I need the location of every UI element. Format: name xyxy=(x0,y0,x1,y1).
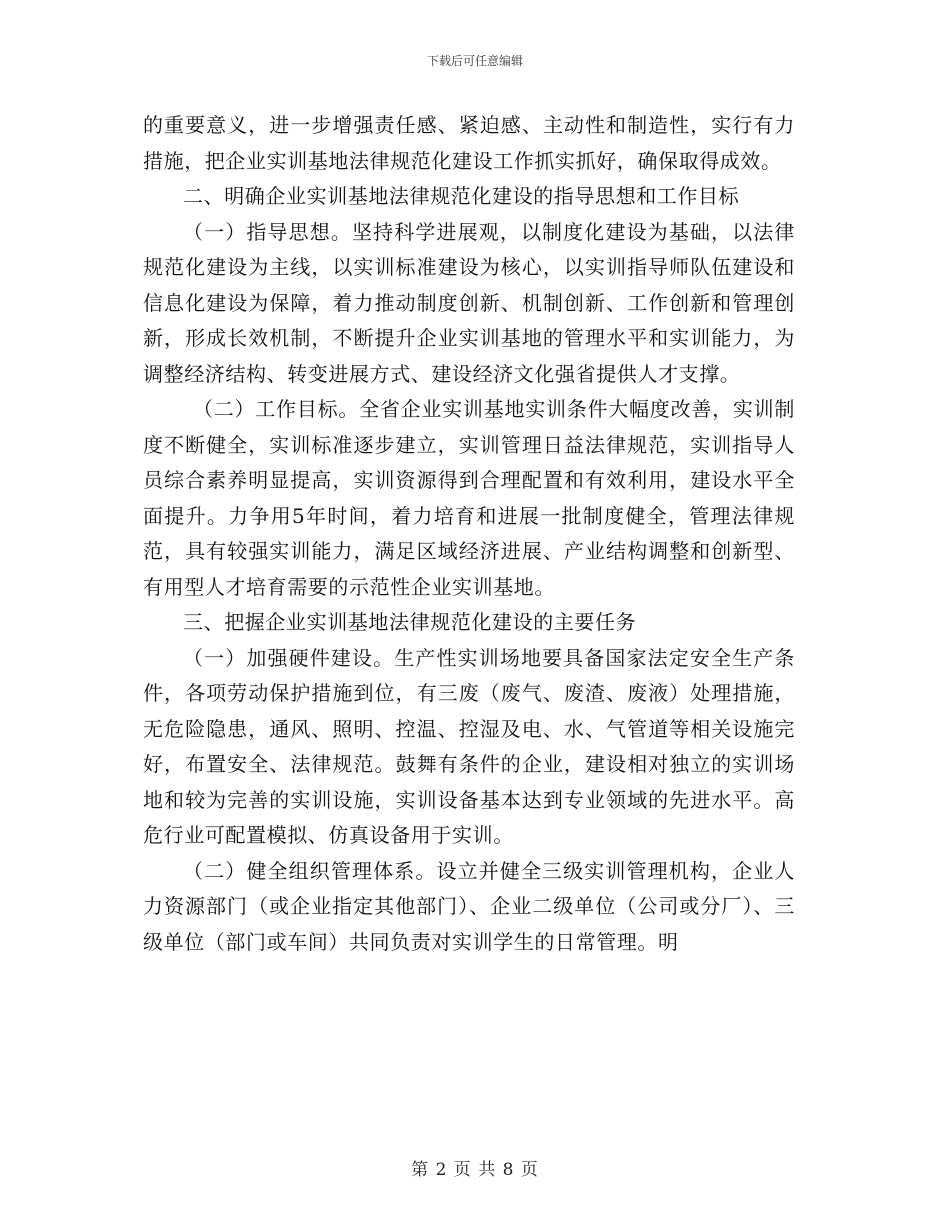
paragraph-hardware: （一）加强硬件建设。生产性实训场地要具备国家法定安全生产条件，各项劳动保护措施到位，有三废（废气、废渣、废液）处理措施，无危险隐患，通风、照明、控温、控湿及电、水、气管道等相关设施完好，布置安全、法律规范。鼓舞有条件的企业，建设相对独立的实训场地和较为完善的实训设施，实训设备基本达到专业领域的先进水平。高危行业可配置模拟、仿真设备用于实训。 xyxy=(143,645,795,847)
paragraph-work-goals: （二）工作目标。全省企业实训基地实训条件大幅度改善，实训制度不断健全，实训标准逐步建立，实训管理日益法律规范，实训指导人员综合素养明显提高，实训资源得到合理配置和有效利用，建设水平全面提升。力争用5年时间，着力培育和进展一批制度健全，管理法律规范，具有较强实训能力，满足区域经济进展、产业结构调整和创新型、有用型人才培育需要的示范性企业实训基地。 xyxy=(143,397,795,599)
section-heading-3: 三、把握企业实训基地法律规范化建设的主要任务 xyxy=(183,610,637,634)
section-heading-2: 二、明确企业实训基地法律规范化建设的指导思想和工作目标 xyxy=(183,184,740,208)
paragraph-continuation: 的重要意义，进一步增强责任感、紧迫感、主动性和制造性，实行有力措施，把企业实训基地法律规范化建设工作抓实抓好，确保取得成效。 xyxy=(143,113,795,173)
paragraph-organization: （二）健全组织管理体系。设立并健全三级实训管理机构，企业人力资源部门（或企业指定其他部门）、企业二级单位（公司或分厂）、三级单位（部门或车间）共同负责对实训学生的日常管理。明 xyxy=(143,858,795,954)
page-header: 下载后可任意编辑 xyxy=(426,54,523,68)
page-footer: 第 2 页 共 8 页 xyxy=(411,1160,539,1180)
paragraph-guiding-ideology: （一）指导思想。坚持科学进展观，以制度化建设为基础，以法律规范化建设为主线，以实训标准建设为核心，以实训指导师队伍建设和信息化建设为保障，着力推动制度创新、机制创新、工作创新和管理创新，形成长效机制，不断提升企业实训基地的管理水平和实训能力，为调整经济结构、转变进展方式、建设经济文化强省提供人才支撑。 xyxy=(143,219,795,386)
document-body xyxy=(143,108,795,960)
